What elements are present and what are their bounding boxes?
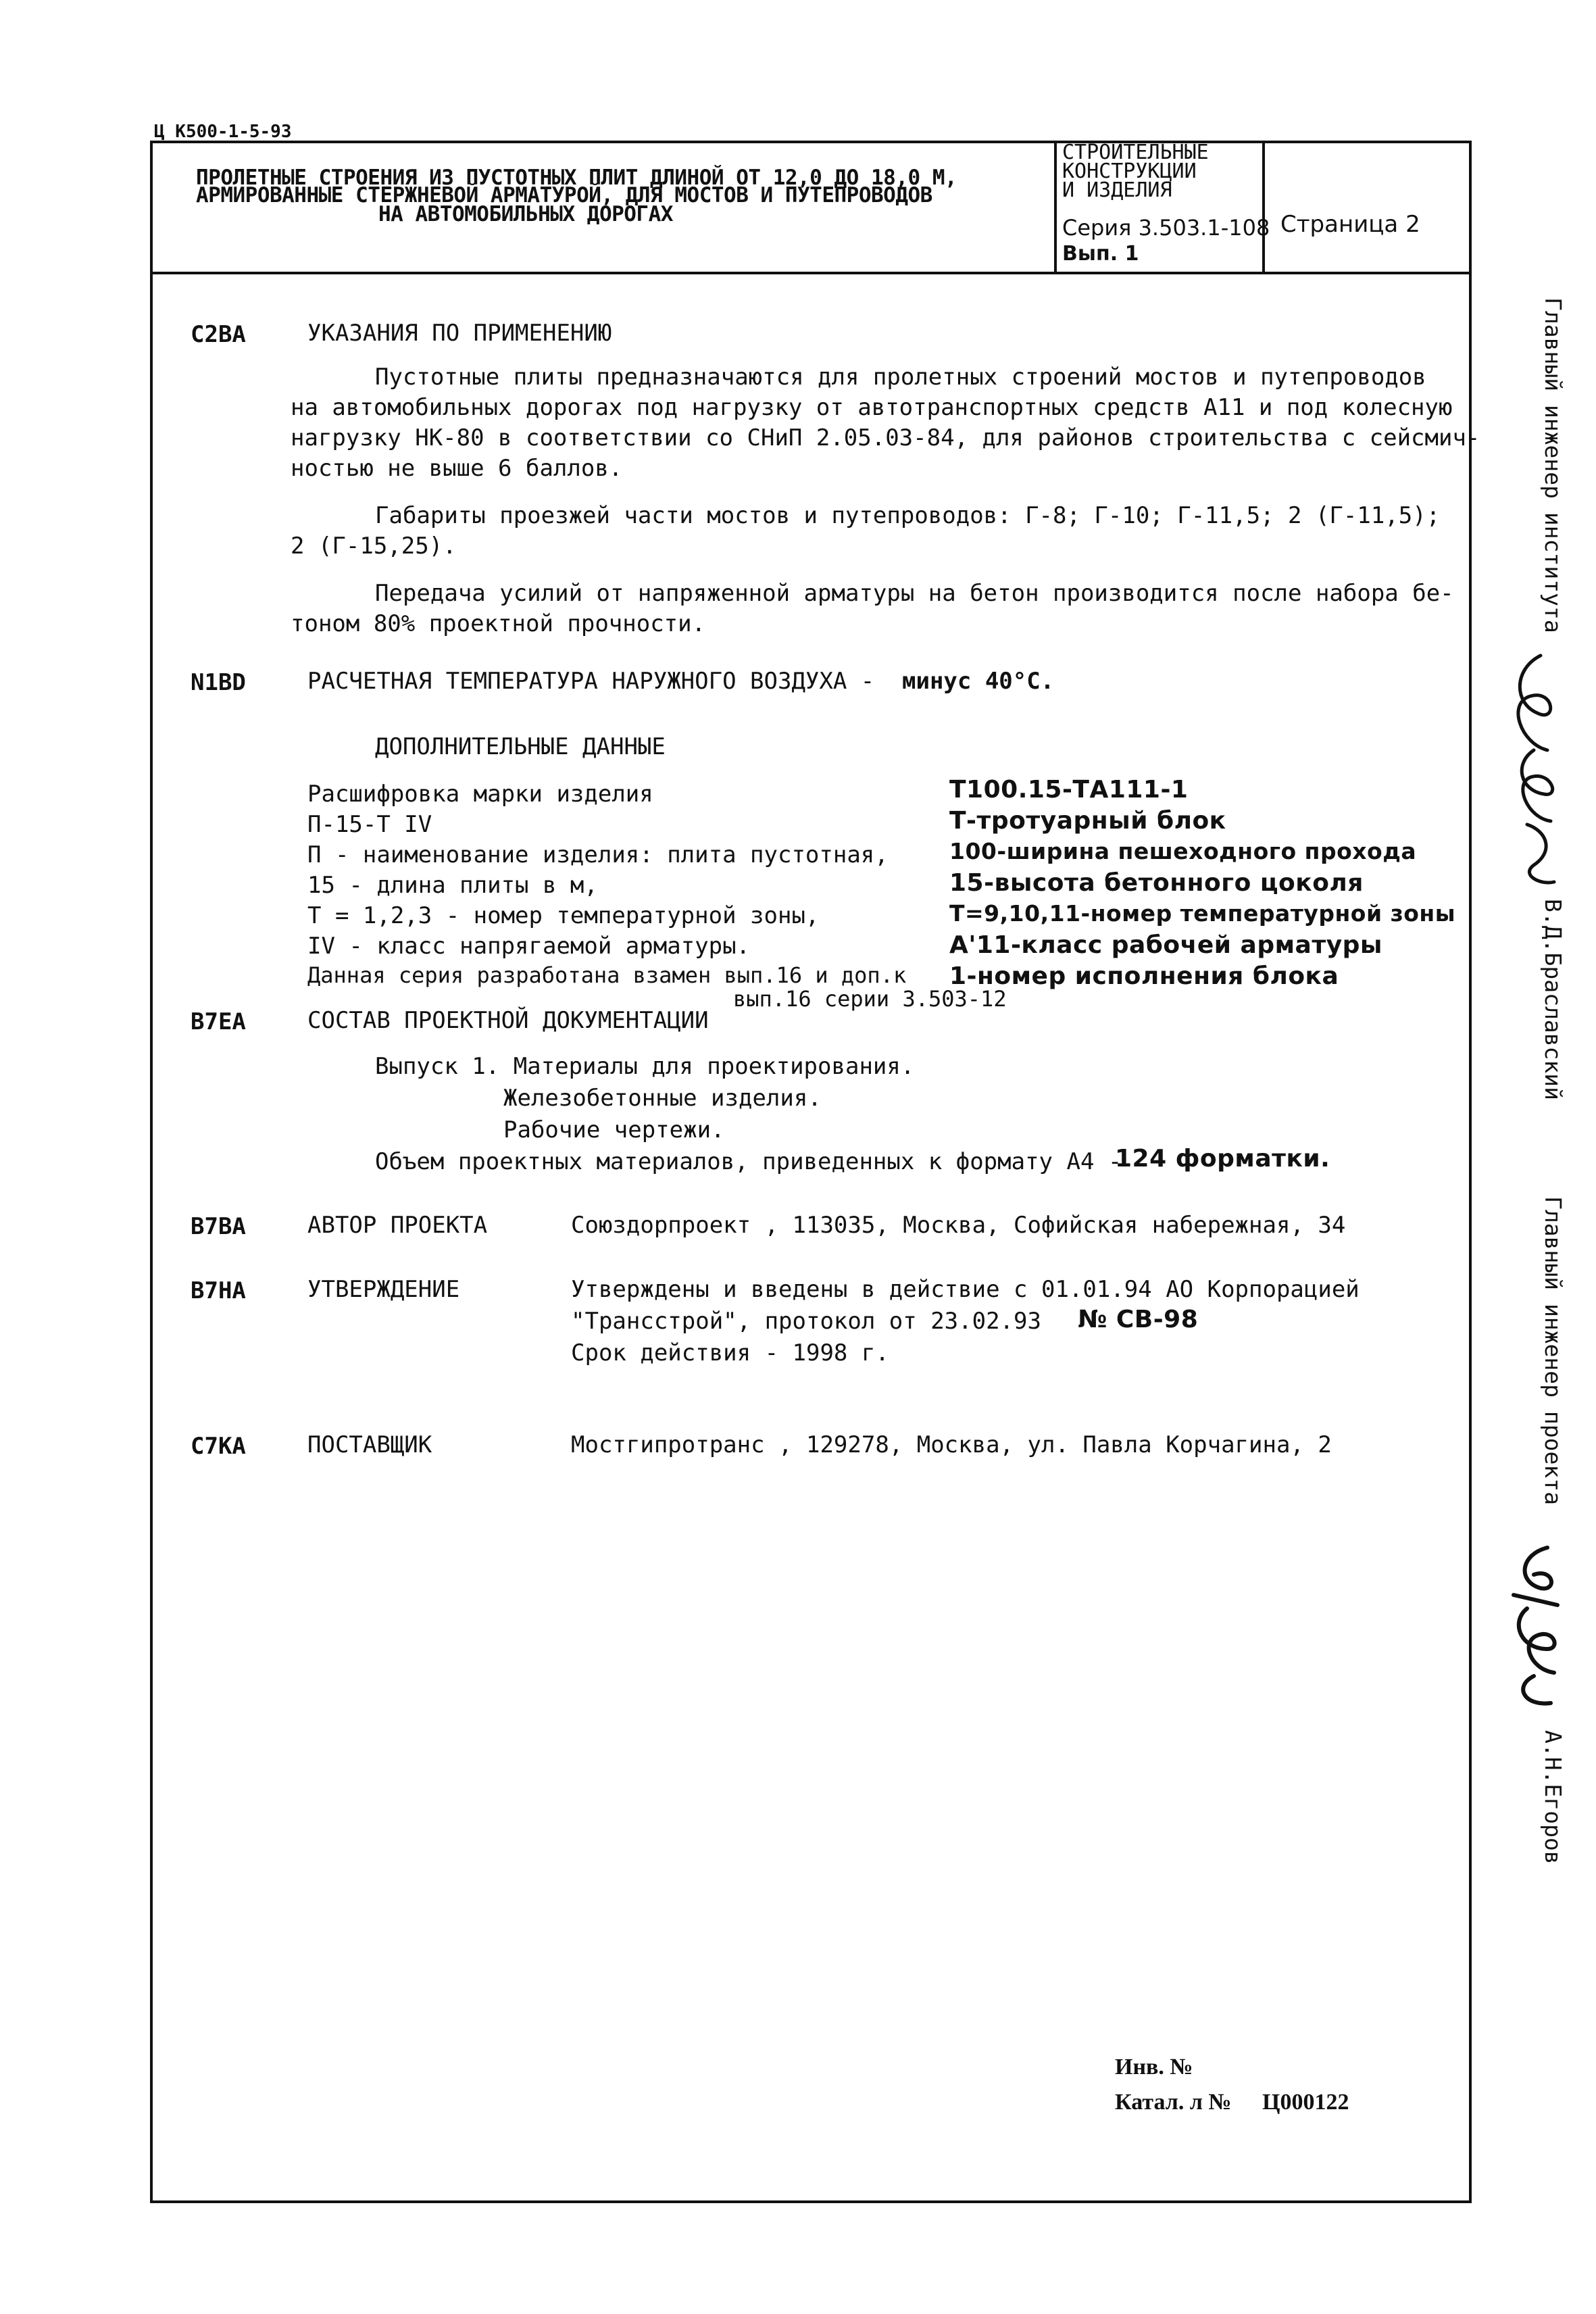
sidebar-chief-engineer-project: Главный инженер проекта — [1540, 1196, 1566, 1505]
handwritten-line: 15-высота бетонного цоколя — [949, 869, 1364, 897]
section-code: N1BD — [191, 669, 246, 696]
header-title-line: НА АВТОМОБИЛЬНЫХ ДОРОГАХ — [378, 202, 673, 226]
paragraph-line: Передача усилий от напряженной арматуры на бетон производится после набора бе- — [375, 580, 1454, 607]
section-code: С7КА — [191, 1433, 246, 1460]
catalog-number: Ц000122 — [1262, 2090, 1349, 2115]
documentation-line: Выпуск 1. Материалы для проектирования. — [375, 1053, 915, 1080]
additional-line: П-15-Т IV — [307, 811, 432, 838]
page-number: Страница 2 — [1280, 211, 1420, 238]
protocol-number: № СВ-98 — [1078, 1306, 1199, 1333]
issue-number: Вып. 1 — [1062, 242, 1139, 266]
section-code: С2ВА — [191, 321, 246, 348]
author-value: Союздорпроект , 113035, Москва, Софийская набережная, 34 — [571, 1212, 1346, 1239]
sidebar-chief-engineer-institute-name: В.Д.Браславский — [1540, 899, 1566, 1101]
additional-line: Данная серия разработана взамен вып.16 и доп.к — [307, 962, 907, 988]
paragraph-line: на автомобильных дорогах под нагрузку от автотранспортных средств А11 и под колесную — [291, 394, 1453, 421]
paragraph-line: нагрузку НК-80 в соответствии со СНиП 2.05.03-84, для районов строительства с сейсмич- — [291, 424, 1480, 451]
header-separator-right — [1262, 141, 1265, 274]
section-code: В7ЕА — [191, 1008, 246, 1035]
temperature-value: минус 40°С. — [902, 668, 1055, 695]
inventory-number: Инв. № — [1115, 2054, 1193, 2079]
additional-line: IV - класс напрягаемой арматуры. — [307, 933, 751, 960]
paragraph-line: ностью не выше 6 баллов. — [291, 455, 623, 482]
documentation-line: Железобетонные изделия. — [503, 1085, 822, 1112]
section-title: АВТОР ПРОЕКТА — [307, 1212, 488, 1239]
header-divider — [150, 272, 1472, 274]
approval-line: Утверждены и введены в действие с 01.01.94 АО Корпорацией — [571, 1276, 1360, 1303]
series-number: Серия 3.503.1-108 — [1062, 215, 1270, 241]
handwritten-line: 100-ширина пешеходного прохода — [949, 838, 1417, 864]
category-line: И ИЗДЕЛИЯ — [1062, 178, 1172, 202]
paragraph-line: Пустотные плиты предназначаются для пролетных строений мостов и путепроводов — [375, 364, 1426, 391]
handwritten-line: Т-тротуарный блок — [949, 807, 1226, 835]
approval-line: "Трансстрой", протокол от 23.02.93 — [571, 1308, 1041, 1335]
signature-egorov — [1500, 1541, 1568, 1717]
header-title-line: АРМИРОВАННЫЕ СТЕРЖНЕВОЙ АРМАТУРОЙ, ДЛЯ МОСТОВ И ПУТЕПРОВОДОВ — [196, 183, 932, 207]
header-separator-left — [1054, 141, 1057, 274]
additional-line: Т = 1,2,3 - номер температурной зоны, — [307, 902, 820, 929]
additional-line: П - наименование изделия: плита пустотная, — [307, 841, 889, 868]
section-title: СОСТАВ ПРОЕКТНОЙ ДОКУМЕНТАЦИИ — [307, 1007, 709, 1034]
signature-braslavsky — [1500, 649, 1568, 892]
supplier-value: Мостгипротранс , 129278, Москва, ул. Павла Корчагина, 2 — [571, 1431, 1332, 1458]
category-line: СТРОИТЕЛЬНЫЕ — [1062, 141, 1209, 164]
category-line: КОНСТРУКЦИИ — [1062, 159, 1197, 183]
documentation-volume-value: 124 форматки. — [1115, 1145, 1330, 1173]
additional-line: Расшифровка марки изделия — [307, 781, 653, 808]
section-title: ДОПОЛНИТЕЛЬНЫЕ ДАННЫЕ — [375, 733, 666, 760]
additional-line: вып.16 серии 3.503-12 — [733, 986, 1007, 1012]
handwritten-line: Т100.15-ТА111-1 — [949, 776, 1189, 804]
section-title: УТВЕРЖДЕНИЕ — [307, 1276, 460, 1303]
section-title: РАСЧЕТНАЯ ТЕМПЕРАТУРА НАРУЖНОГО ВОЗДУХА - — [307, 668, 875, 695]
handwritten-line: Т=9,10,11-номер температурной зоны — [949, 900, 1456, 927]
documentation-volume: Объем проектных материалов, приведенных к формату А4 - — [375, 1148, 1122, 1175]
header-title-line: ПРОЛЕТНЫЕ СТРОЕНИЯ ИЗ ПУСТОТНЫХ ПЛИТ ДЛИНОЙ ОТ 12,0 ДО 18,0 М, — [196, 166, 957, 190]
paragraph-line: тоном 80% проектной прочности. — [291, 610, 706, 637]
catalog-prefix: Катал. л № — [1115, 2090, 1232, 2115]
sidebar-chief-engineer-institute: Главный инженер института — [1540, 297, 1566, 633]
approval-line: Срок действия - 1998 г. — [571, 1339, 889, 1367]
section-title: УКАЗАНИЯ ПО ПРИМЕНЕНИЮ — [307, 320, 612, 347]
documentation-line: Рабочие чертежи. — [503, 1116, 725, 1143]
handwritten-line: А'11-класс рабочей арматуры — [949, 931, 1382, 959]
paragraph-line: Габариты проезжей части мостов и путепроводов: Г-8; Г-10; Г-11,5; 2 (Г-11,5); — [375, 502, 1441, 529]
additional-line: 15 - длина плиты в м, — [307, 872, 598, 899]
section-code: В7ВА — [191, 1213, 246, 1240]
section-code: В7НА — [191, 1277, 246, 1304]
sidebar-chief-engineer-project-name: А.Н.Егоров — [1540, 1730, 1566, 1865]
handwritten-line: 1-номер исполнения блока — [949, 962, 1339, 990]
section-title: ПОСТАВЩИК — [307, 1431, 432, 1458]
document-code: Ц К500-1-5-93 — [154, 122, 292, 142]
paragraph-line: 2 (Г-15,25). — [291, 533, 457, 560]
